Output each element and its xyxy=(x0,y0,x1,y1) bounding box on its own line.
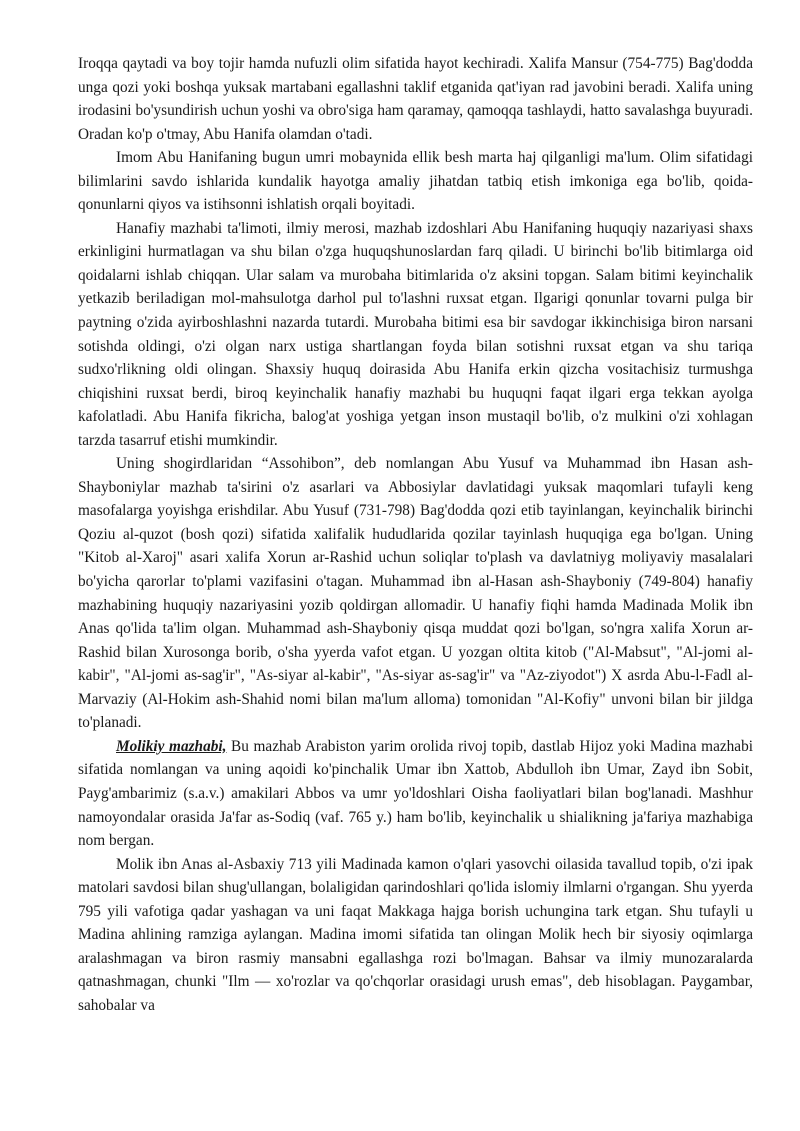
section-heading-molikiy: Molikiy mazhabi, xyxy=(116,737,227,755)
paragraph-5 xyxy=(78,735,753,853)
paragraph-1: Iroqqa qaytadi va boy tojir hamda nufuzli olim sifatida hayot kechiradi. Xalifa Mansur (754-775) Bag'dodda unga qozi yoki boshqa yuksak martabani egallashni taklif etganida qat'iyan rad javobini beradi. Xalifa uning irodasini bo'ysundirish uchun yoshi va obro'siga ham qaramay, qamoqqa tashlaydi, hatto savalashga buyuradi. Oradan ko'p o'tmay, Abu Hanifa olamdan o'tadi. xyxy=(78,55,753,143)
paragraph-5-text: Bu mazhab Arabiston yarim orolida rivoj topib, dastlab Hijoz yoki Madina mazhabi sifatida nomlangan va uning aqoidi ko'pinchalik Umar ibn Xattob, Abdulloh ibn Umar, Zayd ibn Sobit, Payg'ambarimiz (s.a.v.) amakilari Abbos va umr yo'ldoshlari Oisha faoliyatlari bilan bog'lanadi. Mashhur namoyondalar orasida Ja'far as-Sodiq (vaf. 765 y.) ham bo'lib, keyinchalik u shialikning ja'fariya mazhabiga nom bergan. xyxy=(78,737,753,850)
paragraph-6: Molik ibn Anas al-Asbaxiy 713 yili Madinada kamon o'qlari yasovchi oilasida tavallud topib, o'zi ipak matolari savdosi bilan shug'ullangan, bolaligidan qarindoshlari qo'lida islomiy ilmlarni o'rgangan. Shu yyerda 795 yili vafotiga qadar yashagan va uni faqat Makkaga hajga borish uchungina tark etgan. Shu tufayli u Madina ahlining ramziga aylangan. Madina imomi sifatida tan olingan Molik hech bir siyosiy oqimlarga aralashmagan va biron rasmiy mansabni egallashga rozi bo'lmagan. Bahsar va ilmiy munozaralarda qatnashmagan, chunki "Ilm — xo'rozlar va qo'chqorlar orasidagi urush emas", deb hisoblagan. Paygambar, sahobalar va xyxy=(78,855,753,1014)
document-page xyxy=(78,52,753,1017)
paragraph-2: Imom Abu Hanifaning bugun umri mobaynida ellik besh marta haj qilganligi ma'lum. Olim sifatidagi bilimlarini savdo ishlarida kundalik hayotga amaliy jihatdan tatbiq etish imkoniga ega bo'lib, qoida-qonunlarni qiyos va istihsonni ishlatish orqali boyitadi. xyxy=(78,149,753,214)
paragraph-3: Hanafiy mazhabi ta'limoti, ilmiy merosi, mazhab izdoshlari Abu Hanifaning huquqiy nazariyasi shaxs erkinligini hurmatlagan va shu bilan o'zga huquqshunoslardan farq qiladi. U birinchi bo'lib bitimlarga oid qoidalarni ishlab chiqqan. Ular salam va murobaha bitimlarida o'z aksini topgan. Salam bitimi keyinchalik yetkazib beriladigan mol-mahsulotga darhol pul to'lashni ruxsat etgan. Ilgarigi qonunlar tovarni pulga bir paytning o'zida ayirboshlashni nazarda tutardi. Murobaha bitimi esa bir savdogar ikkinchisiga biron narsani sotishda oldingi, o'zi olgan narx ustiga shartlangan foyda bilan sotishni ruxsat etgan va shu tariqa sudxo'rlikning oldi olingan. Shaxsiy huquq doirasida Abu Hanifa erkin qizcha vositachisiz turmushga chiqishini ruxsat berdi, biroq keyinchalik hanafiy mazhabi bu huquqni faqat ilgari erga tekkan ayolga kafolatladi. Abu Hanifa fikricha, balog'at yoshiga yetgan inson mustaqil bo'lib, o'z mulkini o'zi xohlagan tarzda tasarruf etishi mumkindir. xyxy=(78,219,753,449)
paragraph-4: Uning shogirdlaridan “Assohibon”, deb nomlangan Abu Yusuf va Muhammad ibn Hasan ash-Shayboniylar mazhab ta'sirini o'z asarlari va Abbosiylar davlatidagi yuksak maqomlari tufayli keng masofalarga yoyishga erishdilar. Abu Yusuf (731-798) Bag'dodda qozi etib tayinlangan, keyinchalik birinchi Qoziu al-quzot (bosh qozi) sifatida xalifalik hududlarida qozilar tayinlash huquqiga ega bo'lgan. Uning "Kitob al-Xaroj" asari xalifa Xorun ar-Rashid uchun soliqlar to'plash va davlatniyg moliyaviy masalalari bo'yicha qarorlar to'plami vazifasini o'tagan. Muhammad ibn al-Hasan ash-Shayboniy (749-804) hanafiy mazhabining huquqiy nazariyasini yozib qoldirgan allomadir. U hanafiy fiqhi hamda Madinada Molik ibn Anas qo'lida ta'lim olgan. Muhammad ash-Shayboniy qisqa muddat qozi bo'lgan, so'ngra xalifa Xorun ar-Rashid bilan Xurosonga borib, o'sha yyerda vafot etgan. U yozgan oltita kitob ("Al-Mabsut", "Al-jomi al-kabir", "Al-jomi as-sag'ir", "As-siyar al-kabir", "As-siyar as-sag'ir" va "Az-ziyodot") X asrda Abu-l-Fadl al-Marvaziy (Al-Hokim ash-Shahid nomi bilan ma'lum alloma) tomonidan "Al-Kofiy" unvoni bilan bir jildga to'planadi. xyxy=(78,455,753,732)
